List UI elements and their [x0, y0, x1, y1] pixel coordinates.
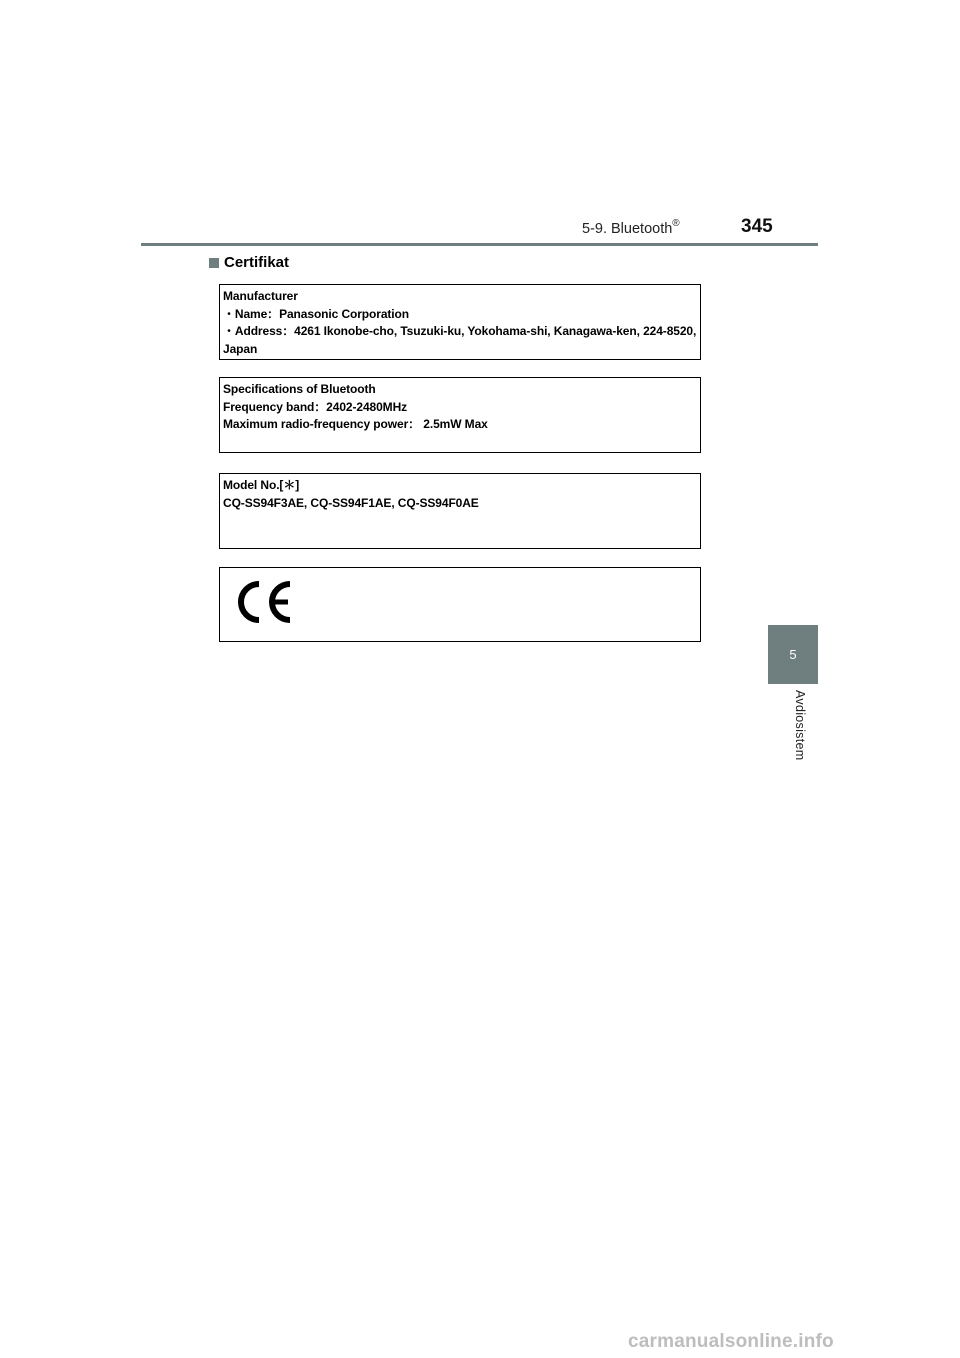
ce-box — [219, 567, 701, 642]
manufacturer-box — [219, 284, 701, 360]
manufacturer-name: ・Name：Panasonic Corporation — [223, 306, 410, 321]
spec-power: Maximum radio-frequency power： 2.5mW Max — [223, 417, 488, 431]
model-title: Model No.[＊] — [223, 478, 300, 492]
ce-mark-icon — [232, 578, 294, 626]
section-title-text: 5-9. Bluetooth — [582, 220, 673, 237]
chapter-tab — [768, 625, 818, 684]
spec-title: Specifications of Bluetooth — [223, 382, 376, 396]
header-divider — [141, 243, 818, 246]
model-list: CQ-SS94F3AE, CQ-SS94F1AE, CQ-SS94F0AE — [223, 495, 479, 510]
section-heading-text: Certifikat — [224, 254, 290, 271]
header-section-title — [582, 219, 680, 237]
model-number-box — [219, 473, 701, 549]
bluetooth-spec-box — [219, 377, 701, 453]
page-number: 345 — [741, 216, 773, 237]
chapter-number: 5 — [789, 647, 797, 662]
manufacturer-title: Manufacturer — [223, 289, 298, 303]
chapter-label: Avdiosistem — [793, 690, 807, 761]
section-heading — [209, 254, 289, 271]
square-bullet-icon — [209, 258, 219, 268]
registered-mark: ® — [672, 218, 680, 229]
watermark: carmanualsonline.info — [628, 1331, 834, 1352]
manufacturer-address: ・Address：4261 Ikonobe-cho, Tsuzuki-ku, Yokohama-shi, Kanagawa-ken, 224-8520, Japan — [223, 324, 697, 356]
spec-frequency: Frequency band：2402-2480MHz — [223, 399, 408, 414]
